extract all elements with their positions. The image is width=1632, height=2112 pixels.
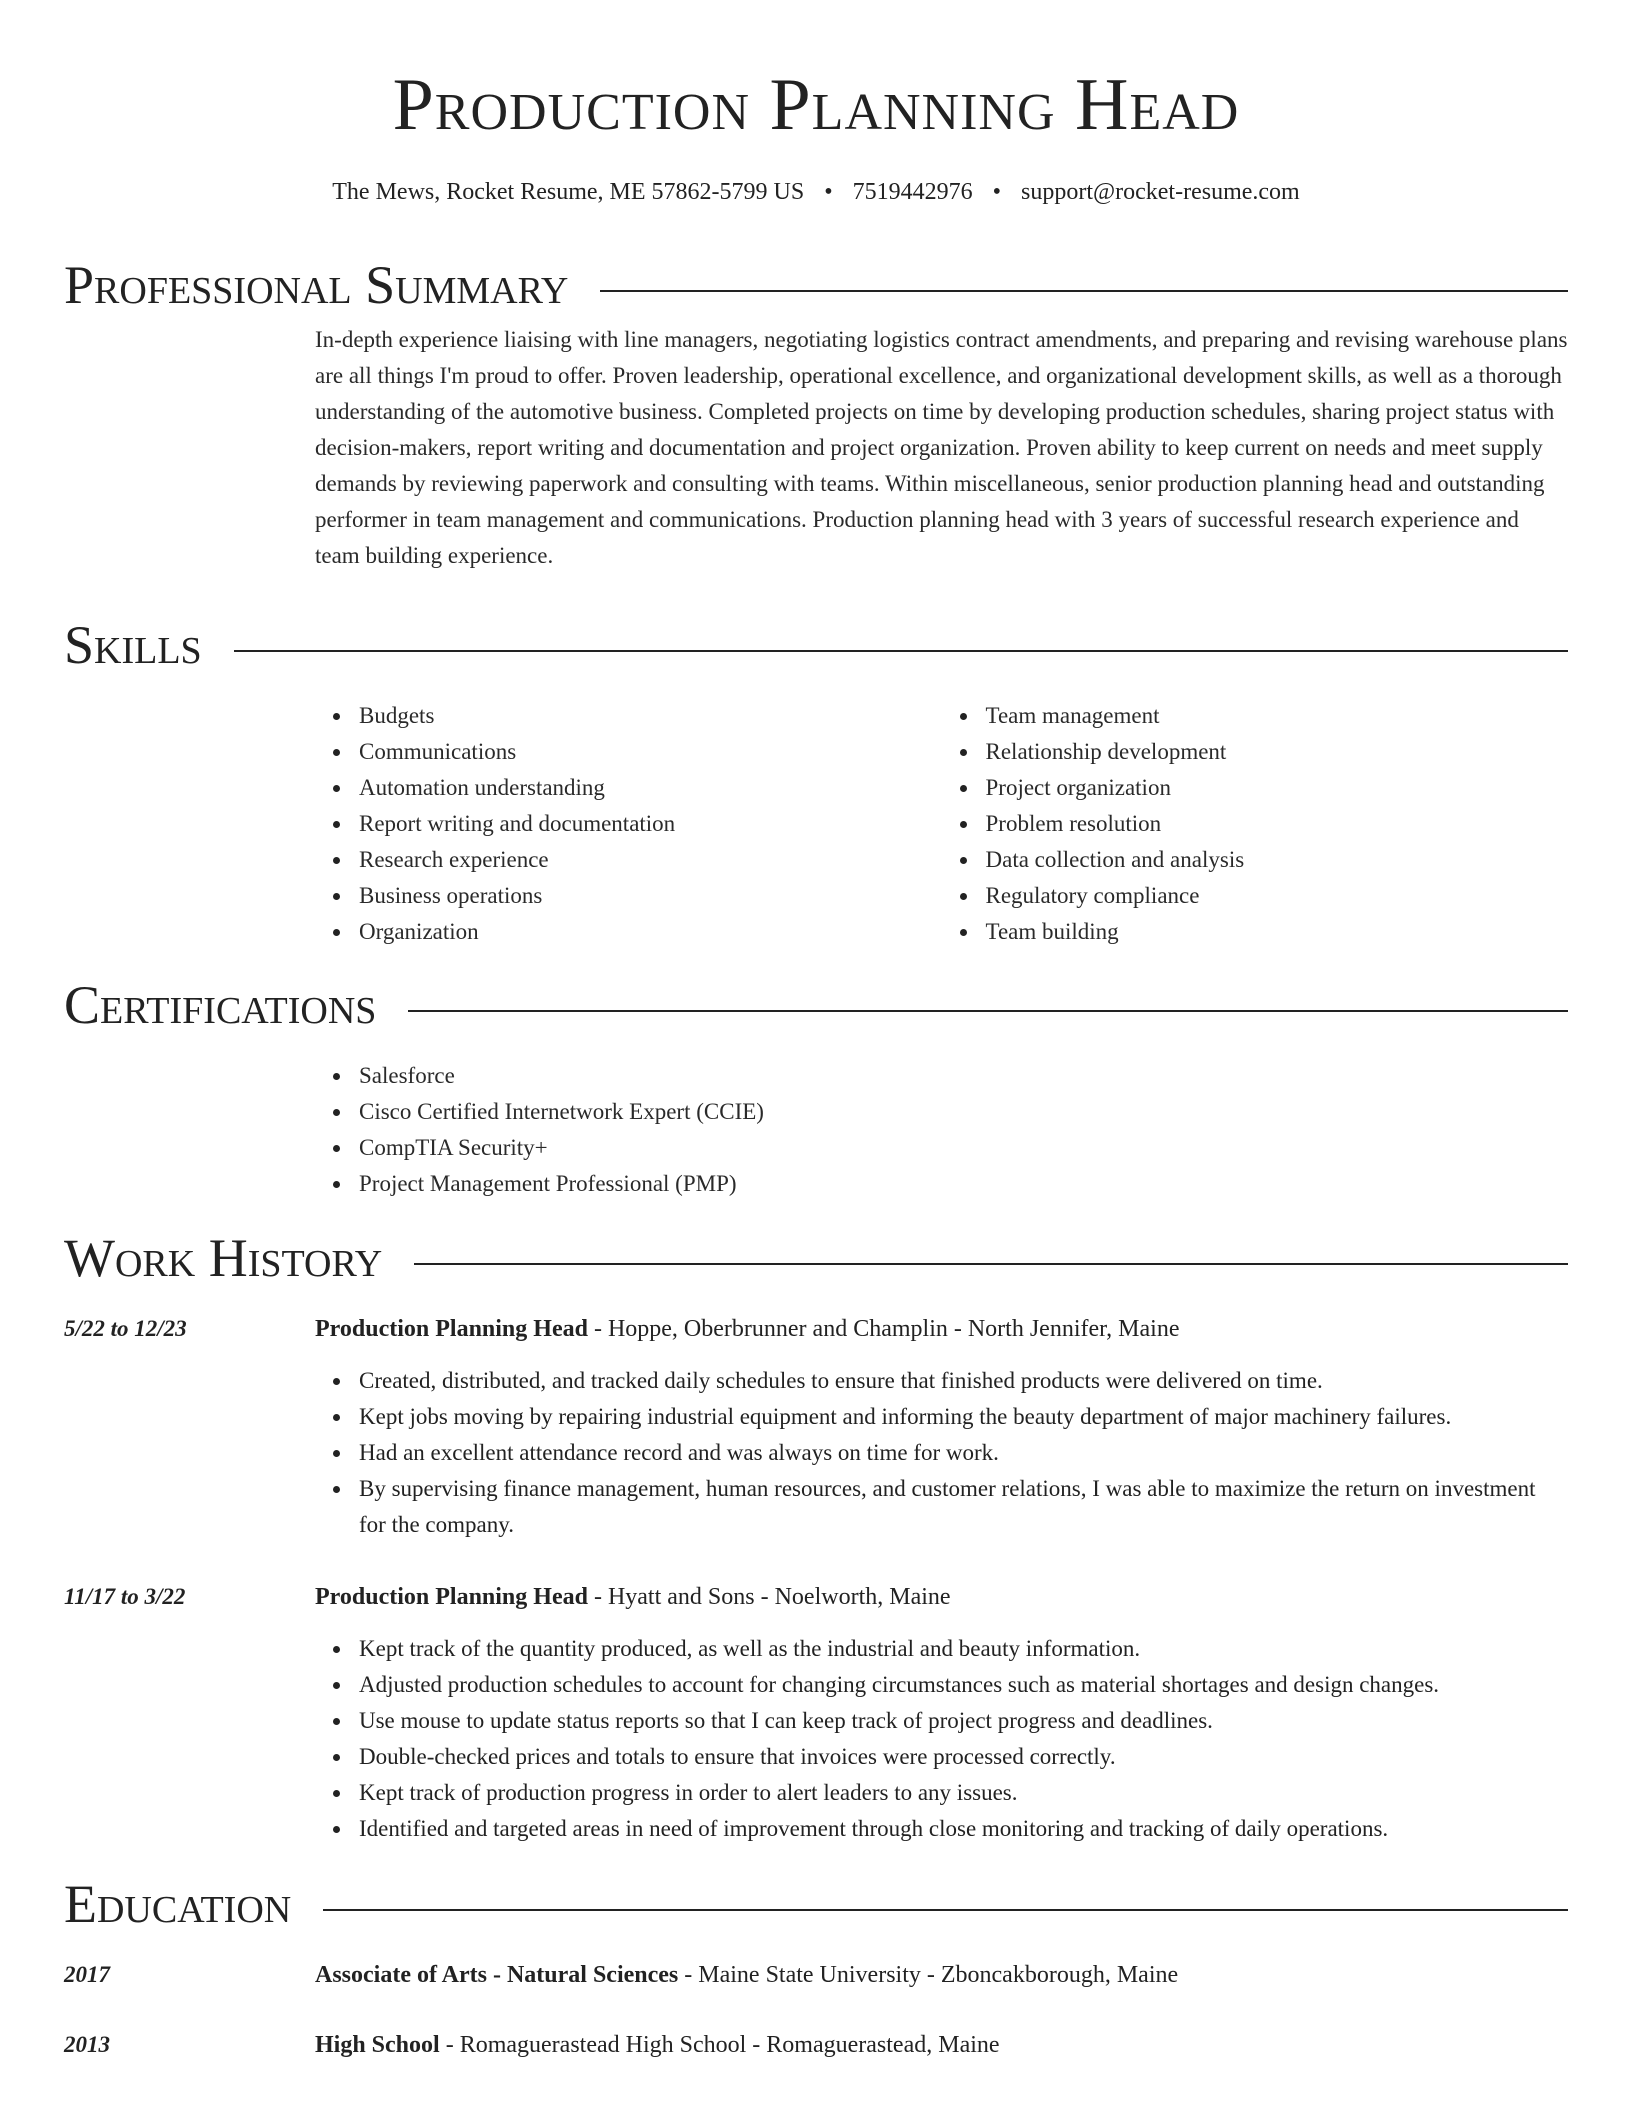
job-title-line xyxy=(315,1579,951,1615)
work-history-title: Work History xyxy=(64,1228,383,1288)
skills-column-right xyxy=(942,698,1569,950)
certifications-heading xyxy=(64,972,1568,1038)
skill-item: Research experience xyxy=(359,842,942,878)
section-divider xyxy=(234,650,1568,652)
summary-body xyxy=(315,322,1568,574)
skill-item: Business operations xyxy=(359,878,942,914)
skill-item: Budgets xyxy=(359,698,942,734)
skills-column-left xyxy=(315,698,942,950)
education-section xyxy=(64,1871,1568,2063)
job-bullet: Double-checked prices and totals to ensure that invoices were processed correctly. xyxy=(359,1739,1568,1775)
education-title: Education xyxy=(64,1874,292,1934)
skill-item: Data collection and analysis xyxy=(986,842,1569,878)
certifications-title: Certifications xyxy=(64,975,377,1035)
job-employer: - Hoppe, Oberbrunner and Champlin - North Jennifer, Maine xyxy=(587,1316,1180,1342)
certification-item: Salesforce xyxy=(359,1058,1568,1094)
skills-heading xyxy=(64,612,1568,678)
job-bullet: Identified and targeted areas in need of improvement through close monitoring and tracking of daily operations. xyxy=(359,1811,1568,1847)
certifications-list xyxy=(315,1058,1568,1202)
job-header xyxy=(64,1579,1568,1615)
contact-separator: • xyxy=(824,179,833,205)
skill-item: Automation understanding xyxy=(359,770,942,806)
section-divider xyxy=(408,1010,1568,1012)
job-entry xyxy=(64,1311,1568,1543)
job-bullet: Kept track of the quantity produced, as well as the industrial and beauty information. xyxy=(359,1631,1568,1667)
certification-item: CompTIA Security+ xyxy=(359,1130,1568,1166)
summary-section xyxy=(64,252,1568,574)
job-dates: 5/22 to 12/23 xyxy=(64,1316,187,1341)
education-heading xyxy=(64,1871,1568,1937)
certifications-section xyxy=(64,972,1568,1202)
job-bullet: Kept track of production progress in order to alert leaders to any issues. xyxy=(359,1775,1568,1811)
job-bullet: Kept jobs moving by repairing industrial equipment and informing the beauty department of major machinery failures. xyxy=(359,1399,1568,1435)
education-line xyxy=(64,1957,1568,1993)
skill-item: Team building xyxy=(986,914,1569,950)
contact-email: support@rocket-resume.com xyxy=(1021,179,1300,205)
contact-address: The Mews, Rocket Resume, ME 57862-5799 US xyxy=(332,179,805,205)
skill-item: Relationship development xyxy=(986,734,1569,770)
job-bullets xyxy=(315,1631,1568,1847)
certification-item: Project Management Professional (PMP) xyxy=(359,1166,1568,1202)
education-degree: High School xyxy=(315,2032,440,2058)
skill-item: Regulatory compliance xyxy=(986,878,1569,914)
job-bullet: Adjusted production schedules to account for changing circumstances such as material shortages and design changes. xyxy=(359,1667,1568,1703)
summary-text: In-depth experience liaising with line managers, negotiating logistics contract amendments, and preparing and revising warehouse plans are all things I'm proud to offer. Proven leadership, operational excellence, and organizational development skills, as well as a thorough understanding of the automotive business. Completed projects on time by developing production schedules, sharing project status with decision-makers, report writing and documentation and project organization. Proven ability to keep current on needs and meet supply demands by reviewing paperwork and consulting with teams. Within miscellaneous, senior production planning head and outstanding performer in team management and communications. Production planning head with 3 years of successful research experience and team building experience. xyxy=(315,327,1568,568)
education-year: 2017 xyxy=(64,1962,110,1987)
job-bullet: Created, distributed, and tracked daily schedules to ensure that finished products were delivered on time. xyxy=(359,1363,1568,1399)
job-entry xyxy=(64,1579,1568,1847)
resume-name: Production Planning Head xyxy=(392,64,1240,146)
section-divider xyxy=(414,1263,1568,1265)
skills-title: Skills xyxy=(64,615,202,675)
education-school: - Maine State University - Zboncakborough, Maine xyxy=(678,1962,1179,1988)
job-employer: - Hyatt and Sons - Noelworth, Maine xyxy=(587,1584,951,1610)
skill-item: Team management xyxy=(986,698,1569,734)
skill-item: Project organization xyxy=(986,770,1569,806)
job-header xyxy=(64,1311,1568,1347)
summary-heading xyxy=(64,252,1568,318)
job-bullet: Had an excellent attendance record and was always on time for work. xyxy=(359,1435,1568,1471)
section-divider xyxy=(323,1909,1568,1911)
job-bullet-list xyxy=(315,1363,1568,1543)
education-entry xyxy=(64,2027,1568,2063)
job-bullet: Use mouse to update status reports so that I can keep track of project progress and deadlines. xyxy=(359,1703,1568,1739)
certification-item: Cisco Certified Internetwork Expert (CCIE) xyxy=(359,1094,1568,1130)
education-title-line xyxy=(315,1957,1178,1993)
job-dates: 11/17 to 3/22 xyxy=(64,1584,186,1609)
certifications-bullets xyxy=(315,1058,1568,1202)
education-degree: Associate of Arts - Natural Sciences xyxy=(315,1962,679,1988)
skills-section xyxy=(64,612,1568,950)
education-year: 2013 xyxy=(64,2032,110,2057)
education-entry xyxy=(64,1957,1568,1993)
job-position: Production Planning Head xyxy=(315,1316,588,1342)
contact-separator: • xyxy=(992,179,1002,205)
skills-list xyxy=(315,698,1568,950)
contact-line xyxy=(64,174,1568,210)
contact-phone: 7519442976 xyxy=(852,179,973,205)
summary-title: Professional Summary xyxy=(64,255,569,315)
skill-item: Report writing and documentation xyxy=(359,806,942,842)
job-bullet-list xyxy=(315,1631,1568,1847)
skill-item: Communications xyxy=(359,734,942,770)
education-line xyxy=(64,2027,1568,2063)
work-history-section xyxy=(64,1225,1568,1847)
skill-item: Organization xyxy=(359,914,942,950)
work-history-heading xyxy=(64,1225,1568,1291)
section-divider xyxy=(600,290,1568,292)
job-bullet: By supervising finance management, human resources, and customer relations, I was able to maximize the return on investment for the company. xyxy=(359,1471,1568,1543)
education-school: - Romaguerastead High School - Romaguerastead, Maine xyxy=(439,2032,1000,2058)
education-title-line xyxy=(315,2027,1000,2063)
job-position: Production Planning Head xyxy=(315,1584,588,1610)
skill-item: Problem resolution xyxy=(986,806,1569,842)
job-title-line xyxy=(315,1311,1180,1347)
job-bullets xyxy=(315,1363,1568,1543)
